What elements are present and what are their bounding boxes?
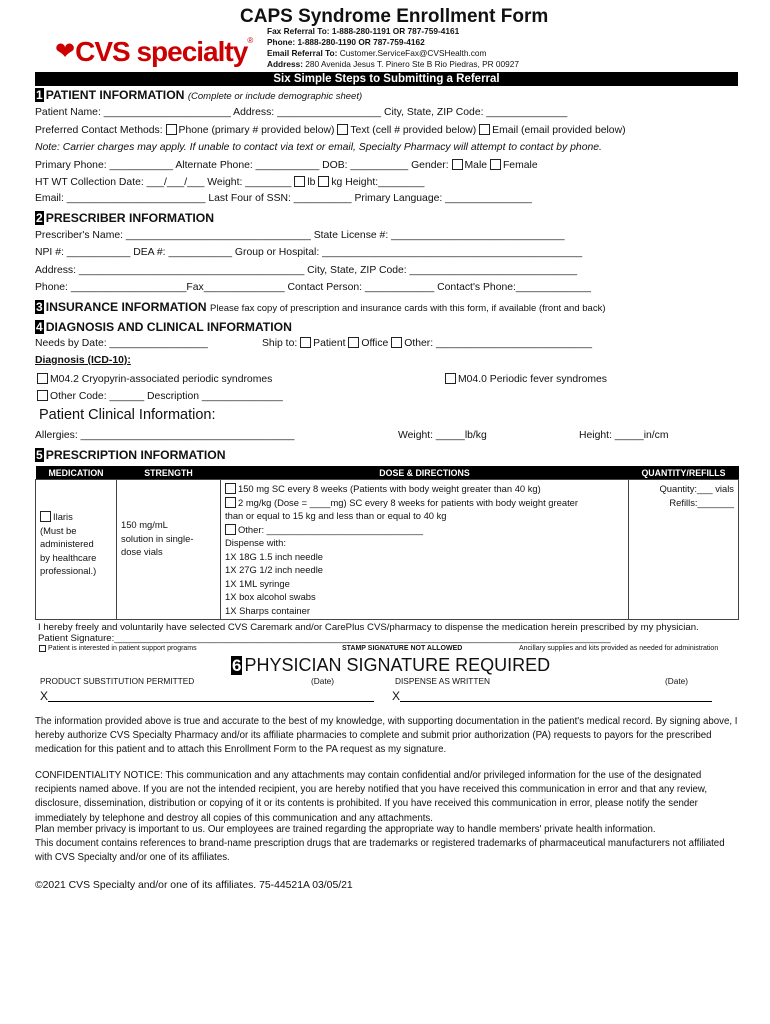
dispense-written-label: DISPENSE AS WRITTEN (395, 676, 490, 686)
section-prescriber-header: 2 PRESCRIBER INFORMATION (36, 211, 215, 225)
trademark-notice: This document contains references to brand-name prescription drugs that are trademarks or registered trademarks of pharmaceutical manufacturers not affiliated with CVS Specialty and/or one of its affiliates. (35, 838, 725, 864)
needs-by-date[interactable]: Needs by Date: _________________ (35, 338, 208, 349)
contact-methods-line: Preferred Contact Methods: Phone (primary # provided below) Text (cell # provided below) Email (email provided below) (35, 125, 626, 136)
refills-field[interactable]: Refills:_______ (669, 496, 734, 508)
clinical-height[interactable]: Height: _____in/cm (579, 430, 669, 441)
ship-other-checkbox[interactable] (391, 337, 402, 348)
strength-cell: 150 mg/mL solution in single- dose vials (117, 480, 221, 620)
ancillary-notice: Ancillary supplies and kits provided as needed for administration (519, 645, 719, 652)
section-prescription-header: 5 PRESCRIPTION INFORMATION (36, 448, 226, 462)
col-quantity: QUANTITY/REFILLS (629, 466, 739, 480)
signature-x-1: X (40, 689, 49, 703)
patient-signature-line[interactable]: Patient Signature:_____________________________________________________________________________________________ (38, 633, 611, 644)
signature-x-2: X (392, 689, 401, 703)
prescriber-phone-line[interactable]: Phone: ____________________Fax______________ Contact Person: ____________ Contact's Phone:_____________ (35, 282, 592, 293)
contact-email-checkbox[interactable] (479, 124, 490, 135)
lb-checkbox[interactable] (294, 176, 305, 187)
substitution-signature-line[interactable] (48, 701, 374, 702)
dx-m040-checkbox[interactable] (445, 373, 456, 384)
ship-to-line: Ship to: Patient Office Other: ___________________________ (262, 338, 593, 349)
dose-cell: 150 mg SC every 8 weeks (Patients with body weight greater than 40 kg) 2 mg/kg (Dose = ____mg) SC every 8 weeks for patients with body weight greater than or equal to 15 kg and less than or equal to 40 kg Other: ______________________________ Dispense with: 1X 18G 1.5 inch needle 1X 27G 1/2 inch needle 1X 1ML syringe 1X box alcohol swabs 1X Sharps container (221, 480, 629, 620)
heart-icon: ❤ (55, 38, 76, 65)
col-medication: MEDICATION (36, 466, 117, 480)
logo-text: CVS specialty (75, 36, 248, 67)
quantity-cell (629, 480, 739, 620)
stamp-notice: STAMP SIGNATURE NOT ALLOWED (342, 645, 463, 652)
male-checkbox[interactable] (452, 159, 463, 170)
prescriber-address-line[interactable]: Address: _______________________________________ City, State, ZIP Code: _____________________________ (35, 265, 578, 276)
col-dose: DOSE & DIRECTIONS (221, 466, 629, 480)
contact-text-checkbox[interactable] (337, 124, 348, 135)
dose-2mgkg-checkbox[interactable] (225, 497, 236, 508)
dose-150mg-checkbox[interactable] (225, 483, 236, 494)
support-program: Patient is interested in patient support programs (39, 645, 197, 652)
dx-m042-checkbox[interactable] (37, 373, 48, 384)
clinical-info-title: Patient Clinical Information: (39, 407, 216, 423)
female-checkbox[interactable] (490, 159, 501, 170)
privacy-notice: Plan member privacy is important to us. Our employees are trained regarding the appropriate way to handle members' private health information. (35, 824, 656, 835)
email-ssn-line[interactable]: Email: ________________________ Last Four of SSN: __________ Primary Language: _______________ (35, 193, 532, 204)
section-diagnosis-header: 4 DIAGNOSIS AND CLINICAL INFORMATION (36, 320, 292, 334)
consent-text: I hereby freely and voluntarily have selected CVS Caremark and/or CarePlus CVS/pharmacy to dispense the medication herein prescribed by my physician. (38, 622, 699, 633)
confidentiality-notice: CONFIDENTIALITY NOTICE: This communication and any attachments may contain confidential and/or privileged information for the use of the designated recipients named above. If you are not the intended recipient, you are hereby notified that you have received this communication in error and that any review, disclosure, dissemination, distribution or copying of it or its contents is prohibited. If you have received this communication in error, please notify the sender immediately by telephone and destroy all copies of this communication and any attachments. (35, 770, 708, 824)
substitution-label: PRODUCT SUBSTITUTION PERMITTED (40, 676, 195, 686)
dispense-signature-line[interactable] (400, 701, 712, 702)
phone-dob-gender-line: Primary Phone: ___________ Alternate Phone: ___________ DOB: __________ Gender: Male Female (35, 160, 538, 171)
dx-other: Other Code: ______ Description ______________ (37, 390, 283, 402)
weight-line: HT WT Collection Date: ___/___/___ Weight: ________ lb kg Height:________ (35, 177, 425, 188)
support-program-checkbox[interactable] (39, 645, 46, 652)
dx-other-checkbox[interactable] (37, 390, 48, 401)
steps-banner: Six Simple Steps to Submitting a Referral (35, 72, 738, 86)
dx-m042: M04.2 Cryopyrin-associated periodic syndromes (37, 373, 272, 385)
date-label-1: (Date) (311, 676, 335, 686)
clinical-weight[interactable]: Weight: _____lb/kg (398, 430, 487, 441)
date-label-2: (Date) (665, 676, 689, 686)
prescription-table (35, 466, 739, 620)
section-physician-header: 6 PHYSICIAN SIGNATURE REQUIRED (232, 655, 551, 675)
allergies-line[interactable]: Allergies: _____________________________________ (35, 430, 295, 441)
form-title: CAPS Syndrome Enrollment Form (240, 6, 549, 27)
section-insurance-header: 3 INSURANCE INFORMATION Please fax copy of prescription and insurance cards with this form, if available (front and back) (36, 300, 606, 314)
diagnosis-label: Diagnosis (ICD-10): (35, 355, 131, 366)
contact-info: Fax Referral To: 1-888-280-1191 OR 787-759-4161 Phone: 1-888-280-1190 OR 787-759-4162 Email Referral To: Customer.ServiceFax@CVSHealth.com Address: 280 Avenida Jesus T. Pinero Ste B Rio Piedras, PR 00927 (267, 26, 519, 69)
section-patient-header: 1 PATIENT INFORMATION (Complete or include demographic sheet) (36, 88, 363, 102)
prescriber-name-line[interactable]: Prescriber's Name: ________________________________ State License #: ______________________________ (35, 230, 565, 241)
ship-patient-checkbox[interactable] (300, 337, 311, 348)
attestation-text: The information provided above is true and accurate to the best of my knowledge, with supporting documentation in the patient's medical record. By signing above, I hereby authorize CVS Specialty Pharmacy and/or its affiliate pharmacies to complete and submit prior authorization (PA) requests to payors for the prescribed medication for this patient and to attach this Enrollment Form to the PA request as my signature. (35, 716, 738, 756)
medication-cell: Ilaris (Must be administered by healthcare professional.) (36, 480, 117, 620)
carrier-note: Note: Carrier charges may apply. If unable to contact via text or email, Specialty Pharmacy will attempt to contact by phone. (35, 142, 602, 153)
ilaris-checkbox[interactable] (40, 511, 51, 522)
dx-m040: M04.0 Periodic fever syndromes (445, 373, 607, 385)
cvs-specialty-logo: ❤CVS specialty® (55, 36, 254, 67)
patient-name-line[interactable]: Patient Name: ______________________ Address: __________________ City, State, ZIP Code: ______________ (35, 107, 568, 118)
quantity-field[interactable]: Quantity:___ vials (659, 483, 734, 494)
dose-other-checkbox[interactable] (225, 524, 236, 535)
ship-office-checkbox[interactable] (348, 337, 359, 348)
col-strength: STRENGTH (117, 466, 221, 480)
contact-phone-checkbox[interactable] (166, 124, 177, 135)
npi-dea-line[interactable]: NPI #: ___________ DEA #: ___________ Group or Hospital: _____________________________________________ (35, 247, 583, 258)
footer-copyright: ©2021 CVS Specialty and/or one of its affiliates. 75-44521A 03/05/21 (35, 880, 353, 891)
kg-checkbox[interactable] (318, 176, 329, 187)
